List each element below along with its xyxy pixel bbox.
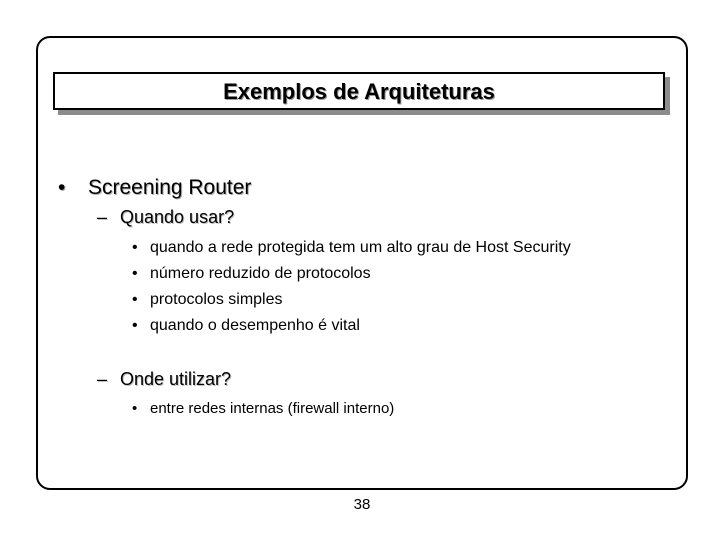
slide-title: Exemplos de Arquiteturas — [223, 79, 495, 104]
dot-marker: • — [132, 317, 138, 334]
list-item — [132, 239, 571, 257]
list-item — [132, 265, 371, 283]
dot-marker: • — [132, 265, 138, 282]
list-item-text: quando a rede protegida tem um alto grau de Host Security — [150, 239, 571, 256]
main-bullet — [58, 176, 251, 200]
section-heading-text: Onde utilizar? — [120, 369, 232, 389]
list-item-text: número reduzido de protocolos — [150, 265, 371, 282]
dot-marker: • — [132, 239, 138, 256]
dash-marker: – — [97, 369, 108, 389]
list-item-text: entre redes internas (firewall interno) — [150, 400, 395, 417]
section-heading-text: Quando usar? — [120, 207, 235, 227]
section-heading-quando — [97, 207, 234, 228]
dot-marker: • — [132, 291, 138, 308]
list-item — [132, 400, 394, 417]
list-item — [132, 317, 360, 335]
dot-marker: • — [132, 400, 138, 417]
list-item-text: quando o desempenho é vital — [150, 317, 360, 334]
title-box — [53, 72, 665, 110]
main-bullet-text: Screening Router — [88, 176, 252, 199]
list-item — [132, 291, 283, 309]
page-number: 38 — [353, 496, 371, 513]
section-heading-onde — [97, 369, 231, 390]
list-item-text: protocolos simples — [150, 291, 283, 308]
bullet-marker: • — [58, 176, 66, 199]
dash-marker: – — [97, 207, 108, 227]
